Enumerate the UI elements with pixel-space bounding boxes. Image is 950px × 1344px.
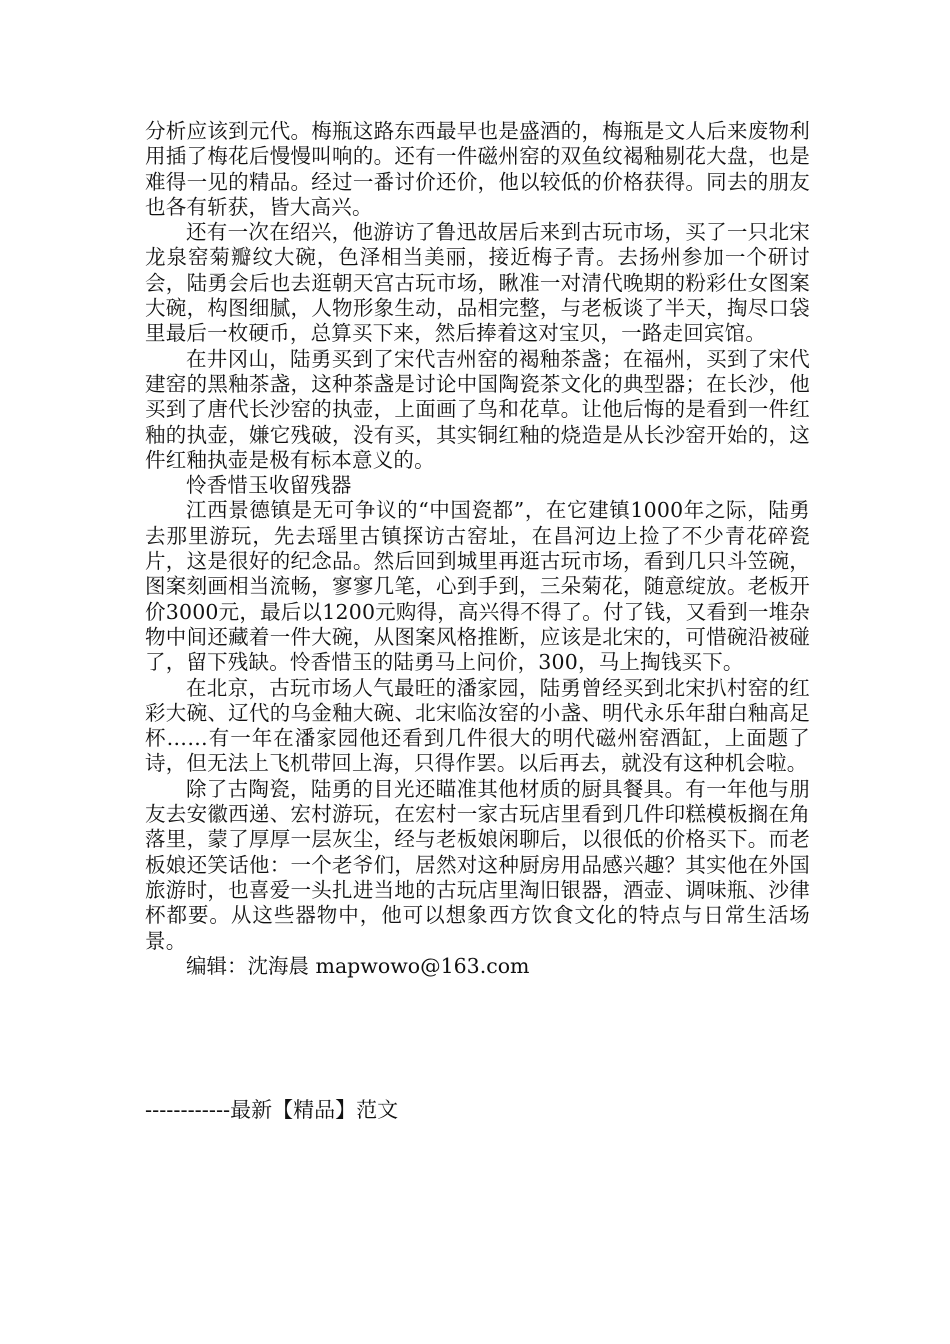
section-heading: 怜香惜玉收留残器 xyxy=(186,473,352,498)
paragraph-5: 在北京，古玩市场人气最旺的潘家园，陆勇曾经买到北宋扒村窑的红彩大碗、辽代的乌金釉大碗、北宋临汝窑的小盏、明代永乐年甜白釉高足杯……有一年在潘家园他还看到几件很大的明代磁州窑酒缸，上面题了诗，但无法上飞机带回上海，只得作罢。以后再去，就没有这种机会啦。 xyxy=(145,675,810,776)
paragraph-2: 还有一次在绍兴，他游访了鲁迅故居后来到古玩市场，买了一只北宋龙泉窑菊瓣纹大碗，色泽相当美丽，接近梅子青。去扬州参加一个研讨会，陆勇会后也去逛朝天宫古玩市场，瞅准一对清代晚期的粉彩仕女图案大碗，构图细腻，人物形象生动，品相完整，与老板谈了半天，掏尽口袋里最后一枚硬币，总算买下来，然后捧着这对宝贝，一路走回宾馆。 xyxy=(145,220,810,346)
paragraph-3: 在井冈山，陆勇买到了宋代吉州窑的褐釉茶盏；在福州，买到了宋代建窑的黑釉茶盏，这种茶盏是讨论中国陶瓷茶文化的典型器；在长沙，他买到了唐代长沙窑的执壶，上面画了鸟和花草。让他后悔的是看到一件红釉的执壶，嫌它残破，没有买，其实铜红釉的烧造是从长沙窑开始的，这件红釉执壶是极有标本意义的。 xyxy=(145,346,810,472)
article-body xyxy=(145,119,810,979)
paragraph-6: 除了古陶瓷，陆勇的目光还瞄准其他材质的厨具餐具。有一年他与朋友去安徽西递、宏村游玩，在宏村一家古玩店里看到几件印糕模板搁在角落里，蒙了厚厚一层灰尘，经与老板娘闲聊后，以很低的价格买下。而老板娘还笑话他：一个老爷们，居然对这种厨房用品感兴趣？其实他在外国旅游时，也喜爱一头扎进当地的古玩店里淘旧银器，酒壶、调味瓶、沙律杯都要。从这些器物中，他可以想象西方饮食文化的特点与日常生活场景。 xyxy=(145,776,810,953)
paragraph-1: 分析应该到元代。梅瓶这路东西最早也是盛酒的，梅瓶是文人后来废物利用插了梅花后慢慢叫响的。还有一件磁州窑的双鱼纹褐釉剔花大盘，也是难得一见的精品。经过一番讨价还价，他以较低的价格获得。同去的朋友也各有斩获，皆大高兴。 xyxy=(145,119,810,219)
editor-credit: 编辑：沈海晨 mapwowo@163.com xyxy=(186,953,530,978)
paragraph-4: 江西景德镇是无可争议的“中国瓷都”，在它建镇1000年之际，陆勇去那里游玩，先去瑶里古镇探访古窑址，在昌河边上捡了不少青花碎瓷片，这是很好的纪念品。然后回到城里再逛古玩市场，看到几只斗笠碗，图案刻画相当流畅，寥寥几笔，心到手到，三朵菊花，随意绽放。老板开价3000元，最后以1200元购得，高兴得不得了。付了钱，又看到一堆杂物中间还藏着一件大碗，从图案风格推断，应该是北宋的，可惜碗沿被碰了，留下残缺。怜香惜玉的陆勇马上问价，300，马上掏钱买下。 xyxy=(145,498,810,675)
page-footer: ------------最新【精品】范文 xyxy=(145,1098,399,1122)
